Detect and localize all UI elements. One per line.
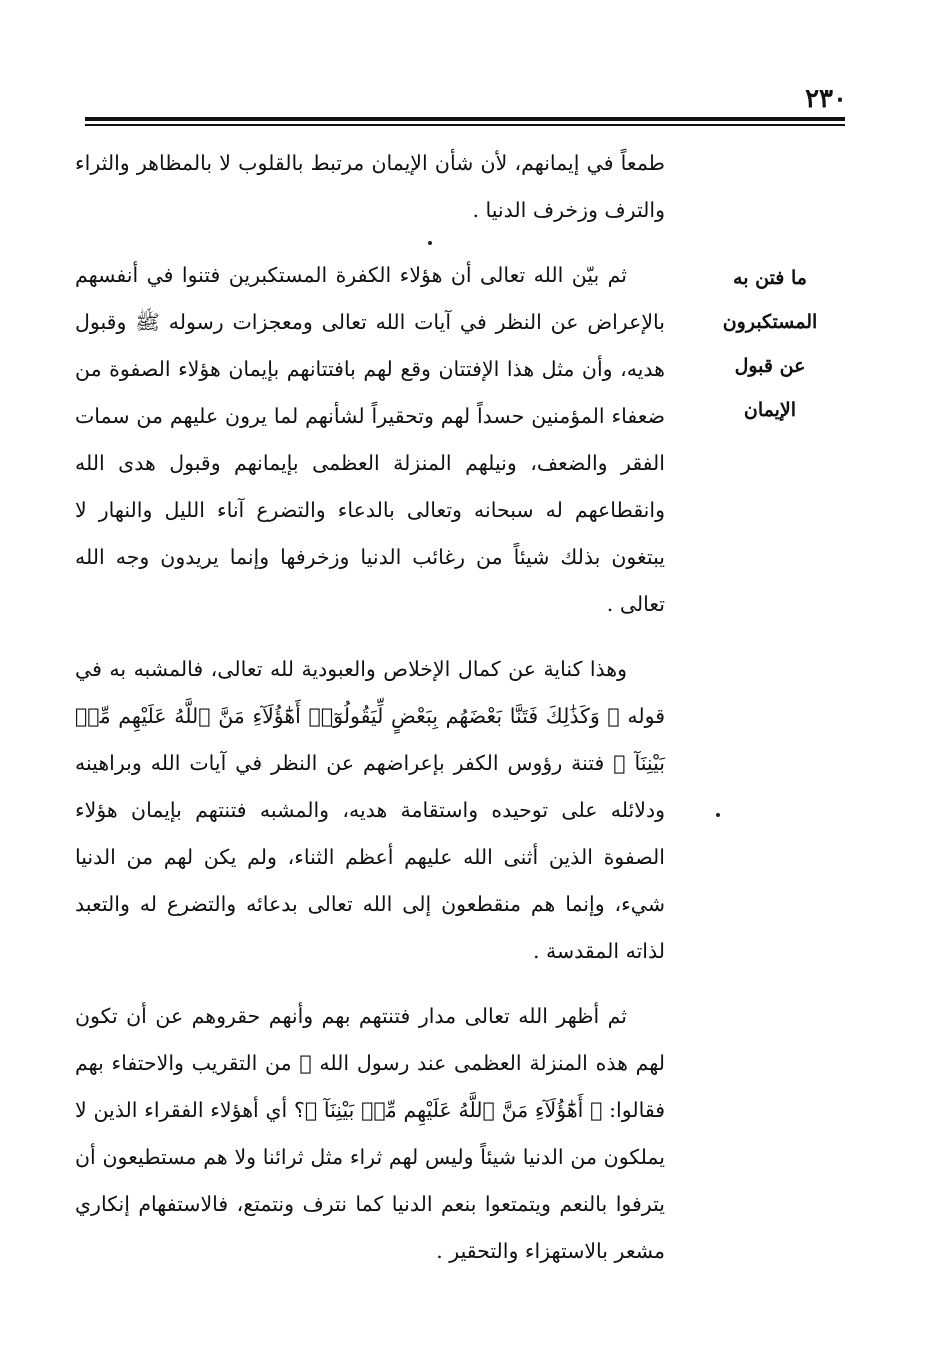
header-rule xyxy=(85,117,845,126)
margin-note-line: ما فتن به xyxy=(733,267,807,289)
margin-note-line: المستكبرون xyxy=(722,311,818,333)
paragraph-continuation: طمعاً في إيمانهم، لأن شأن الإيمان مرتبط بالقلوب لا بالمظاهر والثراء والترف وزخرف الدنيا . xyxy=(75,151,665,222)
margin-note xyxy=(715,256,825,432)
paragraph-gap xyxy=(75,975,665,993)
stray-mark xyxy=(428,241,432,245)
page-number: ٢٣٠ xyxy=(805,84,847,114)
main-text xyxy=(75,140,665,1275)
paragraph-fitna-of-arrogant: ثم بيّن الله تعالى أن هؤلاء الكفرة المستكبرين فتنوا في أنفسهم بالإعراض عن النظر في آيات الله تعالى ومعجزات رسوله ﷺ وقبول هديه، وأن مثل هذا الإفتتان وقع لهم بافتتانهم بإيمان هؤلاء الصفوة من ضعفاء المؤمنين حسداً لهم وتحقيراً لشأنهم لما يرون عليهم من سمات الفقر والضعف، ونيلهم المنزلة العظمى بإيمانهم وقبول هدى الله وانقطاعهم له سبحانه وتعالى بالدعاء والتضرع آناء الليل والنهار لا يبتغون بذلك شيئاً من رغائب الدنيا وزخرفها وإنما يريدون وجه الله تعالى . xyxy=(75,263,665,616)
header-rule-thin xyxy=(85,124,845,126)
stray-mark xyxy=(716,813,720,817)
paragraph-gap xyxy=(75,628,665,646)
paragraph-gap xyxy=(75,234,665,252)
header-rule-thick xyxy=(85,117,845,121)
paragraph-kinaya: وهذا كناية عن كمال الإخلاص والعبودية لله تعالى، فالمشبه به في قوله ﴿ وَكَذَٰلِكَ فَتَنَّا بَعْضَهُم بِبَعْضٍ لِّيَقُولُوٓا۟ أَهَٰٓؤُلَآءِ مَنَّ ٱللَّهُ عَلَيْهِم مِّنۢ بَيْنِنَآ ﴾ فتنة رؤوس الكفر بإعراضهم عن النظر في آيات الله وبراهينه ودلائله على توحيده واستقامة هديه، والمشبه فتنتهم بإيمان هؤلاء الصفوة الذين أثنى الله عليهم أعظم الثناء، ولم يكن لهم من الدنيا شيء، وإنما هم منقطعون إلى الله تعالى بدعائه والتضرع له والتعبد لذاته المقدسة . xyxy=(75,657,665,963)
paragraph-mocking-question: ثم أظهر الله تعالى مدار فتنتهم بهم وأنهم حقروهم عن أن تكون لهم هذه المنزلة العظمى عند رسول الله ﷺ من التقريب والاحتفاء بهم فقالوا: ﴿ أَهَٰٓؤُلَآءِ مَنَّ ٱللَّهُ عَلَيْهِم مِّنۢ بَيْنِنَآ ﴾؟ أي أهؤلاء الفقراء الذين لا يملكون من الدنيا شيئاً وليس لهم ثراء مثل ثرائنا ولا هم مستطيعون أن يترفوا بالنعم ويتمتعوا بنعم الدنيا كما نترف ونتمتع، فالاستفهام إنكاري مشعر بالاستهزاء والتحقير . xyxy=(75,1004,665,1263)
margin-note-line: عن قبول xyxy=(734,355,806,377)
margin-note-line: الإيمان xyxy=(743,399,797,421)
